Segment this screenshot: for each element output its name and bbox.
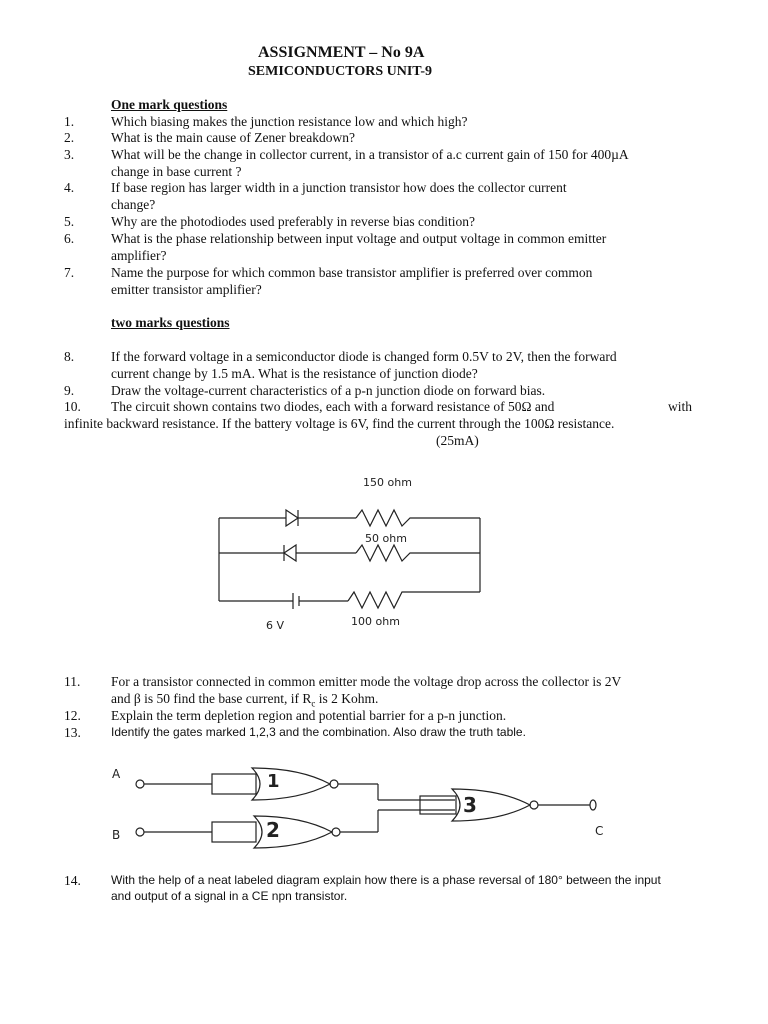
question-text-tail: with (668, 399, 693, 414)
question-text: Name the purpose for which common base transistor amplifier is preferred over common (111, 265, 593, 280)
gate-input-b-label: B (112, 828, 121, 842)
section-heading-one-mark: One mark questions (111, 97, 228, 112)
question-text-cont: amplifier? (111, 248, 167, 263)
battery-label: 6 V (266, 619, 285, 632)
question-text-cont: infinite backward resistance. If the battery voltage is 6V, find the current through the 100Ω resistance. (64, 416, 615, 431)
question-number: 9. (64, 383, 75, 398)
gate-2-label: 2 (266, 818, 280, 842)
question-text: Why are the photodiodes used preferably in reverse bias condition? (111, 214, 475, 229)
question-text: Draw the voltage-current characteristics of a p-n junction diode on forward bias. (111, 383, 546, 398)
answer-hint: (25mA) (436, 433, 479, 448)
resistor-label-50: 50 ohm (365, 532, 407, 545)
question-number: 14. (64, 873, 81, 888)
question-text: Which biasing makes the junction resistance low and which high? (111, 114, 468, 129)
question-number: 3. (64, 147, 75, 162)
question-text: If base region has larger width in a junction transistor how does the collector current (111, 180, 567, 195)
question-text-cont (111, 691, 378, 709)
question-number: 13. (64, 725, 81, 740)
question-text-cont: change in base current ? (111, 164, 242, 179)
assignment-title: ASSIGNMENT – No 9A (258, 44, 425, 61)
question-text: The circuit shown contains two diodes, each with a forward resistance of 50Ω and (111, 399, 555, 414)
gate-output-c-label: C (595, 824, 604, 838)
question-number: 10. (64, 399, 81, 414)
gate-1-label: 1 (267, 771, 280, 792)
question-number: 7. (64, 265, 75, 280)
question-text-part: and β is 50 find the base current, if R (111, 691, 312, 706)
question-number: 1. (64, 114, 75, 129)
section-heading-two-marks: two marks questions (111, 315, 230, 330)
question-number: 8. (64, 349, 75, 364)
question-text-cont: change? (111, 197, 156, 212)
gate-3-label: 3 (463, 793, 477, 817)
question-text-cont: emitter transistor amplifier? (111, 282, 262, 297)
question-number: 5. (64, 214, 75, 229)
question-text: What will be the change in collector current, in a transistor of a.c current gain of 150 for 400µA (111, 147, 629, 162)
question-number: 2. (64, 130, 75, 145)
assignment-subtitle: SEMICONDUCTORS UNIT-9 (248, 64, 432, 79)
question-text: If the forward voltage in a semiconductor diode is changed form 0.5V to 2V, then the forward (111, 349, 617, 364)
resistor-label-150: 150 ohm (363, 476, 412, 489)
question-text: For a transistor connected in common emitter mode the voltage drop across the collector is 2V (111, 674, 622, 689)
question-text: Identify the gates marked 1,2,3 and the combination. Also draw the truth table. (111, 725, 526, 739)
question-number: 11. (64, 674, 81, 689)
question-number: 12. (64, 708, 81, 723)
subscript-c: c (311, 698, 316, 709)
question-text: Explain the term depletion region and potential barrier for a p-n junction. (111, 708, 507, 723)
question-number: 4. (64, 180, 75, 195)
gate-input-a-label: A (112, 767, 121, 781)
question-text-cont: and output of a signal in a CE npn transistor. (111, 889, 348, 903)
question-text: What is the phase relationship between input voltage and output voltage in common emitter (111, 231, 607, 246)
question-text-cont: current change by 1.5 mA. What is the resistance of junction diode? (111, 366, 478, 381)
question-text-part: is 2 Kohm. (315, 691, 379, 706)
question-text: What is the main cause of Zener breakdown? (111, 130, 356, 145)
resistor-label-100: 100 ohm (351, 615, 400, 628)
question-number: 6. (64, 231, 75, 246)
question-text: With the help of a neat labeled diagram explain how there is a phase reversal of 180° between the input (111, 873, 661, 887)
